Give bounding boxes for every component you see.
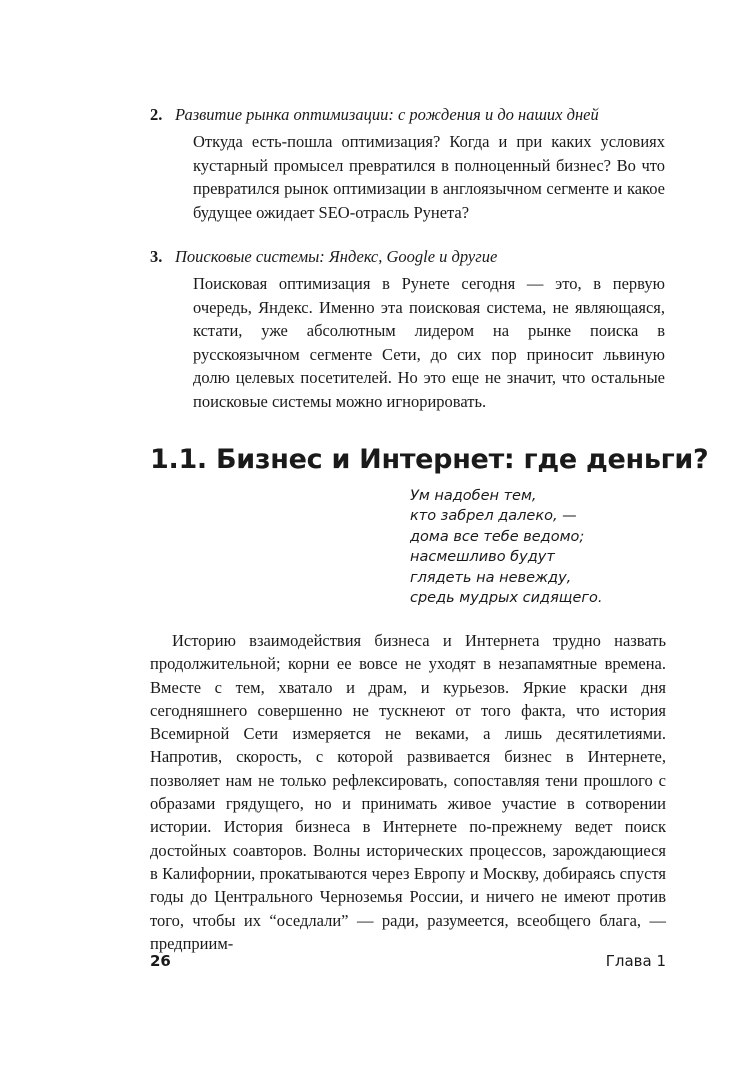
epigraph [410, 486, 603, 608]
epigraph-line: Ум надобен тем, [410, 488, 537, 504]
section-title: 1.1. Бизнес и Интернет: где деньги? [150, 444, 709, 475]
list-item-3 [150, 245, 670, 413]
epigraph-line: глядеть на невежду, [410, 569, 572, 586]
list-item-number: 3. [150, 247, 163, 266]
list-item-body: Откуда есть-пошла оптимизация? Когда и при каких условиях кустарный промысел превратился в полноценный бизнес? Во что превратился рынок оптимизации в англоязычном сегменте и какое будущее ожидает SEO-отрасль Рунета? [193, 132, 665, 222]
epigraph-line: насмешливо будут [410, 549, 555, 566]
list-item-title: Поисковые системы: Яндекс, Google и другие [175, 247, 498, 266]
epigraph-line: средь мудрых сидящего. [410, 590, 603, 607]
epigraph-line: кто забрел далеко, — [410, 508, 577, 525]
epigraph-line: дома все тебе ведомо; [410, 528, 585, 545]
running-head: Глава 1 [605, 952, 666, 970]
list-item-heading [150, 103, 670, 127]
list-item-title: Развитие рынка оптимизации: с рождения и до наших дней [175, 105, 599, 124]
list-item-2 [150, 103, 670, 224]
list-item-body: Поисковая оптимизация в Рунете сегодня — это, в первую очередь, Яндекс. Именно эта поисковая система, не являющаяся, кстати, уже абсолютным лидером на рынке поиска в русскоязычном сегменте Сети, до сих пор приносит львиную долю целевых посетителей. Но это еще не значит, что остальные поисковые системы можно игнорировать. [193, 274, 665, 411]
page-number: 26 [150, 952, 171, 970]
list-item-heading [150, 245, 670, 269]
list-item-number: 2. [150, 105, 163, 124]
body-paragraph: Историю взаимодействия бизнеса и Интернета трудно назвать продолжительной; корни ее вовсе не уходят в незапамятные времена. Вместе с тем, хватало и драм, и курьезов. Яркие краски дня сегодняшнего совершенно не тускнеют от того факта, что история Всемирной Сети измеряется не веками, а лишь десятилетиями. Напротив, скорость, с которой развивается бизнес в Интернете, позволяет нам не только рефлексировать, сопоставляя тени прошлого с образами грядущего, но и принимать живое участие в сотворении истории. История бизнеса в Интернете по-прежнему ведет поиск достойных соавторов. Волны исторических процессов, зарождающиеся в Калифорнии, прокатываются через Европу и Москву, добираясь спустя годы до Центрального Черноземья России, и ничего не имеют против того, чтобы их “оседлали” — ради, разумеется, всеобщего блага, — предприим- [150, 631, 666, 953]
